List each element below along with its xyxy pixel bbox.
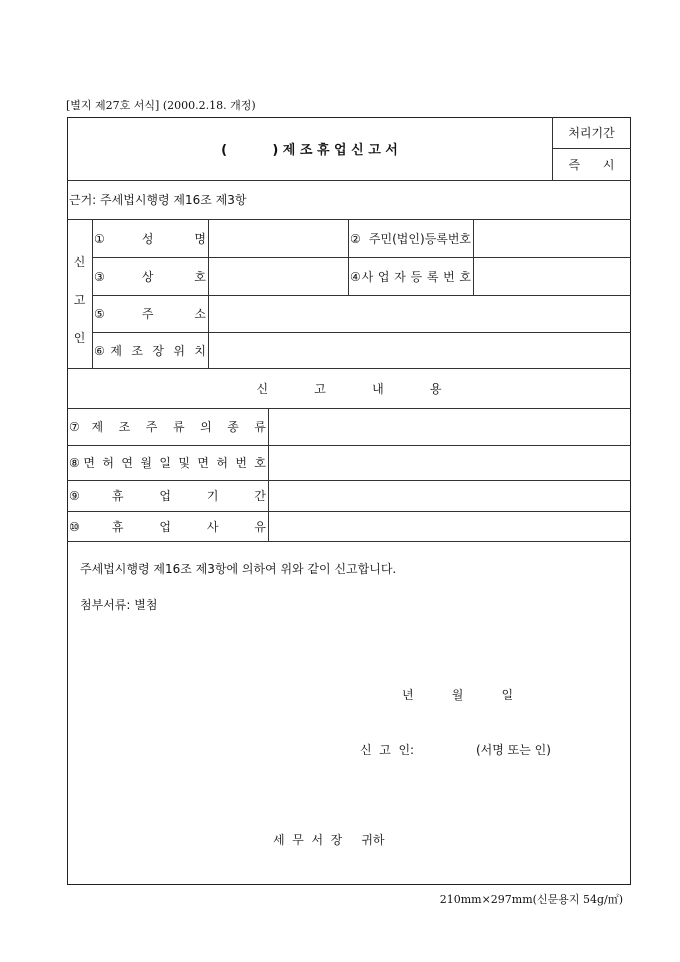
- license-field[interactable]: [268, 445, 631, 480]
- factory-location-field[interactable]: [208, 332, 631, 368]
- business-number-field[interactable]: [473, 257, 631, 295]
- liquor-type-field[interactable]: [268, 408, 631, 445]
- content-heading: 신 고 내 용: [256, 381, 442, 396]
- trade-name-label: ③상 호: [94, 269, 206, 284]
- closure-period-field[interactable]: [268, 480, 631, 511]
- name-label: ①성 명: [94, 231, 206, 246]
- address-field[interactable]: [208, 295, 631, 332]
- license-label: ⑧면 허 연 월 일 및 면 허 번 호: [69, 456, 266, 470]
- legal-basis: 근거: 주세법시행령 제16조 제3항: [69, 193, 247, 207]
- processing-period-value: 즉 시: [568, 157, 615, 172]
- trade-name-field[interactable]: [208, 257, 348, 295]
- closure-reason-label: ⑩휴 업 사 유: [69, 519, 266, 534]
- address-label: ⑤주 소: [94, 307, 206, 321]
- signer-label: 신 고 인:: [360, 743, 415, 757]
- liquor-type-label: ⑦제 조 주 류 의 종 류: [69, 420, 266, 434]
- business-number-label: ④사 업 자 등 록 번 호: [350, 269, 471, 284]
- factory-location-label: ⑥제 조 장 위 치: [94, 343, 206, 358]
- closure-period-label: ⑨휴 업 기 간: [69, 489, 266, 503]
- paper-size-note: 210mm×297mm(신문용지 54g/㎡): [439, 893, 623, 906]
- addressee: 세 무 서 장 귀하: [273, 833, 385, 847]
- processing-period-label: 처리기간: [568, 126, 615, 140]
- date-line: 년 월 일: [402, 688, 514, 702]
- attachments-text: 첨부서류: 별첨: [80, 598, 158, 612]
- declaration-text: 주세법시행령 제16조 제3항에 의하여 위와 같이 신고합니다.: [80, 562, 397, 576]
- name-field[interactable]: [208, 219, 348, 257]
- signature-note: (서명 또는 인): [476, 743, 551, 757]
- form-header: [별지 제27호 서식] (2000.2.18. 개정): [66, 99, 256, 112]
- form-title: ( ) 제 조 휴 업 신 고 서: [221, 143, 398, 158]
- id-number-label: ②주민(법인)등록번호: [350, 231, 471, 246]
- closure-reason-field[interactable]: [268, 511, 631, 541]
- id-number-field[interactable]: [473, 219, 631, 257]
- applicant-group-label: 신 고 인: [73, 255, 86, 345]
